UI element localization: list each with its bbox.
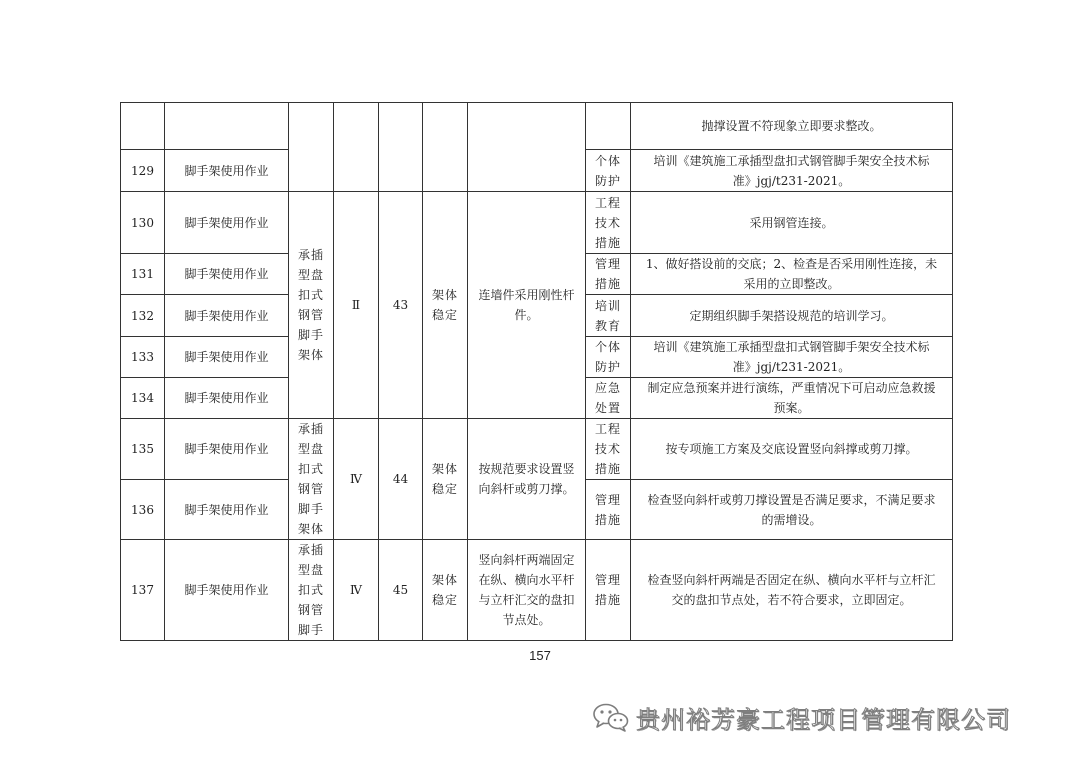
- measure-type-cell: 个体 防护: [586, 337, 631, 378]
- measure-type-cell: 管理 措施: [586, 480, 631, 540]
- activity-cell: 脚手架使用作业: [165, 150, 289, 192]
- equipment-cell: 承插 型盘 扣式 钢管 脚手 架体: [289, 192, 334, 419]
- watermark-text: 贵州裕芳豪工程项目管理有限公司: [636, 705, 1011, 734]
- row-number: 129: [121, 150, 165, 192]
- level-cell: Ⅱ: [334, 192, 379, 419]
- row-number: 137: [121, 540, 165, 641]
- measure-type-cell: 个体 防护: [586, 150, 631, 192]
- measure-type-cell: 培训 教育: [586, 295, 631, 337]
- measure-cell: 制定应急预案并进行演练，严重情况下可启动应急救援 预案。: [631, 378, 953, 419]
- level-cell: Ⅳ: [334, 540, 379, 641]
- page-number: 157: [529, 648, 551, 663]
- level-cell: Ⅳ: [334, 419, 379, 540]
- table-row: [121, 419, 953, 480]
- table-row: [121, 192, 953, 254]
- table-row: [121, 103, 953, 150]
- row-number: 131: [121, 254, 165, 295]
- row-number: 136: [121, 480, 165, 540]
- measure-type-cell: [586, 103, 631, 150]
- activity-cell: 脚手架使用作业: [165, 540, 289, 641]
- activity-cell: 脚手架使用作业: [165, 378, 289, 419]
- hazard-cell: 连墙件采用刚性杆 件。: [468, 192, 586, 419]
- activity-cell: 脚手架使用作业: [165, 192, 289, 254]
- measures-table: [120, 102, 953, 641]
- category-cell: 架体 稳定: [423, 540, 468, 641]
- equipment-cell: 承插 型盘 扣式 钢管 脚手: [289, 540, 334, 641]
- watermark: [592, 700, 1011, 734]
- measure-cell: 培训《建筑施工承插型盘扣式钢管脚手架安全技术标 准》jgj/t231-2021。: [631, 150, 953, 192]
- activity-cell: 脚手架使用作业: [165, 295, 289, 337]
- category-cell: 架体 稳定: [423, 419, 468, 540]
- measure-cell: 定期组织脚手架搭设规范的培训学习。: [631, 295, 953, 337]
- measure-cell: 采用钢管连接。: [631, 192, 953, 254]
- wechat-icon: [592, 702, 630, 732]
- measure-cell: 检查竖向斜杆或剪刀撑设置是否满足要求，不满足要求 的需增设。: [631, 480, 953, 540]
- measure-cell: 1、做好搭设前的交底；2、检查是否采用刚性连接，未 采用的立即整改。: [631, 254, 953, 295]
- measure-type-cell: 工程 技术 措施: [586, 192, 631, 254]
- measure-type-cell: 管理 措施: [586, 254, 631, 295]
- row-number: 133: [121, 337, 165, 378]
- hazard-cell: 按规范要求设置竖 向斜杆或剪刀撑。: [468, 419, 586, 540]
- activity-cell: 脚手架使用作业: [165, 254, 289, 295]
- measure-type-cell: 工程 技术 措施: [586, 419, 631, 480]
- category-cell: 架体 稳定: [423, 192, 468, 419]
- row-number: [121, 103, 165, 150]
- code-cell: 43: [379, 192, 423, 419]
- activity-cell: 脚手架使用作业: [165, 480, 289, 540]
- measure-cell: 按专项施工方案及交底设置竖向斜撑或剪刀撑。: [631, 419, 953, 480]
- measure-cell: 检查竖向斜杆两端是否固定在纵、横向水平杆与立杆汇 交的盘扣节点处，若不符合要求，立即固定。: [631, 540, 953, 641]
- measure-type-cell: 应急 处置: [586, 378, 631, 419]
- activity-cell: 脚手架使用作业: [165, 419, 289, 480]
- row-number: 130: [121, 192, 165, 254]
- code-cell: 44: [379, 419, 423, 540]
- row-number: 132: [121, 295, 165, 337]
- measure-cell: 培训《建筑施工承插型盘扣式钢管脚手架安全技术标 准》jgj/t231-2021。: [631, 337, 953, 378]
- row-number: 135: [121, 419, 165, 480]
- activity-cell: 脚手架使用作业: [165, 337, 289, 378]
- measure-cell: 抛撑设置不符现象立即要求整改。: [631, 103, 953, 150]
- code-cell: 45: [379, 540, 423, 641]
- row-number: 134: [121, 378, 165, 419]
- equipment-cell: 承插 型盘 扣式 钢管 脚手 架体: [289, 419, 334, 540]
- table-row: [121, 540, 953, 641]
- measure-type-cell: 管理 措施: [586, 540, 631, 641]
- hazard-cell: 竖向斜杆两端固定 在纵、横向水平杆 与立杆汇交的盘扣 节点处。: [468, 540, 586, 641]
- activity-cell: [165, 103, 289, 150]
